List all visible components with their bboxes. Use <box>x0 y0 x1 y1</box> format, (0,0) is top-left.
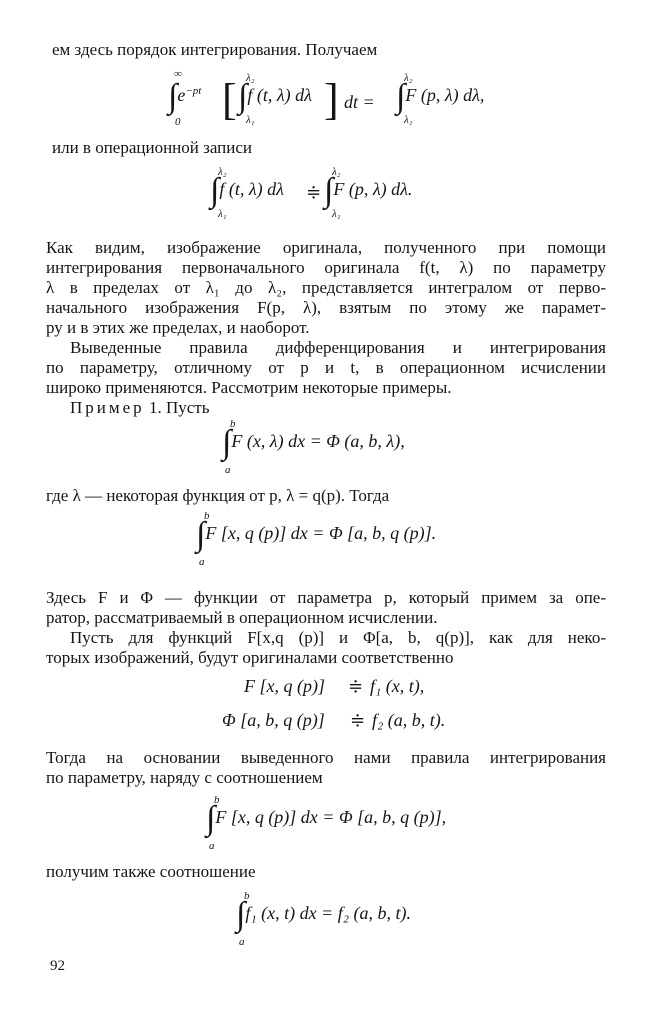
limit-upper: b <box>244 890 250 902</box>
limit-upper: λ₂ <box>218 166 227 178</box>
text-line: ру и в этих же пределах, и наоборот. <box>46 318 310 337</box>
example-rest: 1. Пусть <box>148 398 210 417</box>
limit-upper: λ₂ <box>404 72 413 84</box>
equation-part: F [x, q (p)] dx = Φ [a, b, q (p)], <box>215 807 447 828</box>
limit-upper: b <box>214 794 220 806</box>
text-line: по параметру, наряду с соотношением <box>46 768 323 787</box>
equation-part: F (p, λ) dλ. <box>333 179 413 200</box>
text-line: Здесь F и Φ — функции от параметра p, который примем за опе- <box>46 588 606 607</box>
text-line: начального изображения F(p, λ), взятым по этому же парамет- <box>46 298 606 317</box>
operator-symbol: ≑ <box>350 710 366 730</box>
text-line: интегрирования первоначального оригинала f(t, λ) по параметру <box>46 258 606 277</box>
text-line: Как видим, изображение оригинала, полученного при помощи <box>46 238 606 257</box>
text-line: Выведенные правила дифференцирования и интегрирования <box>70 338 606 357</box>
limit-lower: λ₁ <box>246 114 255 126</box>
limit-lower: λ₁ <box>332 208 341 220</box>
exp-base: e <box>177 85 186 106</box>
limit-upper: λ₂ <box>246 72 255 84</box>
page-number: 92 <box>50 958 65 974</box>
text-line: торых изображений, будут оригиналами соответственно <box>46 648 454 667</box>
text-line: широко применяются. Рассмотрим некоторые примеры. <box>46 378 452 397</box>
exp-power: −pt <box>185 85 202 98</box>
equation-2: λ₂ λ₁ ∫f (t, λ) dλ ≑ λ₂ λ₁ ∫F (p, λ) dλ. <box>210 166 413 220</box>
text-line: Тогда на основании выведенного нами правила интегрирования <box>46 748 606 767</box>
limit-lower: 0 <box>175 116 181 128</box>
example-heading <box>70 398 209 418</box>
equation-part: f (t, λ) dλ <box>219 179 284 200</box>
limit-lower: λ₁ <box>404 114 413 126</box>
equation-part: F (x, λ) dx = Φ (a, b, λ), <box>231 431 405 452</box>
equation-part: F [x, q (p)] <box>244 676 325 696</box>
limit-upper: λ₂ <box>332 166 341 178</box>
limit-lower: a <box>239 936 245 948</box>
example-label: Пример <box>70 398 145 417</box>
equation-7: b a ∫F [x, q (p)] dx = Φ [a, b, q (p)], <box>206 794 447 852</box>
operator-symbol: ≑ <box>306 182 322 202</box>
text-line: или в операционной записи <box>52 138 253 157</box>
equation-3: b a ∫F (x, λ) dx = Φ (a, b, λ), <box>222 418 405 476</box>
limit-lower: a <box>225 464 231 476</box>
limit-upper: ∞ <box>174 68 182 80</box>
equation-part: F (p, λ) dλ, <box>405 85 485 106</box>
inner-integrand: f (t, λ) dλ <box>247 85 312 106</box>
limit-lower: a <box>199 556 205 568</box>
equation-8: b a ∫f₁ (x, t) dx = f₂ (a, b, t). <box>236 890 411 948</box>
limit-upper: b <box>204 510 210 522</box>
text-line: где λ — некоторая функция от p, λ = q(p). Тогда <box>46 486 390 505</box>
limit-lower: λ₁ <box>218 208 227 220</box>
equation-1: ∞ 0 $\int e^{-pt}$ [ λ₂ λ₁ ∫f (t, λ) dλ ] dt = λ₂ λ₁ ∫F (p, λ) dλ, <box>168 68 485 128</box>
equation-4: b a ∫F [x, q (p)] dx = Φ [a, b, q (p)]. <box>196 510 437 568</box>
equation-6 <box>222 710 462 734</box>
equation-part: f₁ (x, t) dx = f₂ (a, b, t). <box>245 903 411 924</box>
limit-lower: a <box>209 840 215 852</box>
text-line: Пусть для функций F[x,q (p)] и Φ[a, b, q(p)], как для неко- <box>70 628 606 647</box>
equation-part: f₁ (x, t), <box>370 676 425 696</box>
text-line: получим также соотношение <box>46 862 256 881</box>
limit-upper: b <box>230 418 236 430</box>
equation-part: f₂ (a, b, t). <box>372 710 446 730</box>
text-line: ем здесь порядок интегрирования. Получаем <box>52 40 378 59</box>
equation-part: Φ [a, b, q (p)] <box>222 710 325 730</box>
text-line: ратор, рассматриваемый в операционном исчислении. <box>46 608 438 627</box>
equation-5 <box>244 676 444 700</box>
text-line: по параметру, отличному от p и t, в операционном исчислении <box>46 358 606 377</box>
equation-part: dt = <box>344 92 375 112</box>
text-line: λ в пределах от λ₁ до λ₂, представляется интегралом от перво- <box>46 278 606 297</box>
equation-part: F [x, q (p)] dx = Φ [a, b, q (p)]. <box>205 523 437 544</box>
operator-symbol: ≑ <box>348 676 364 696</box>
